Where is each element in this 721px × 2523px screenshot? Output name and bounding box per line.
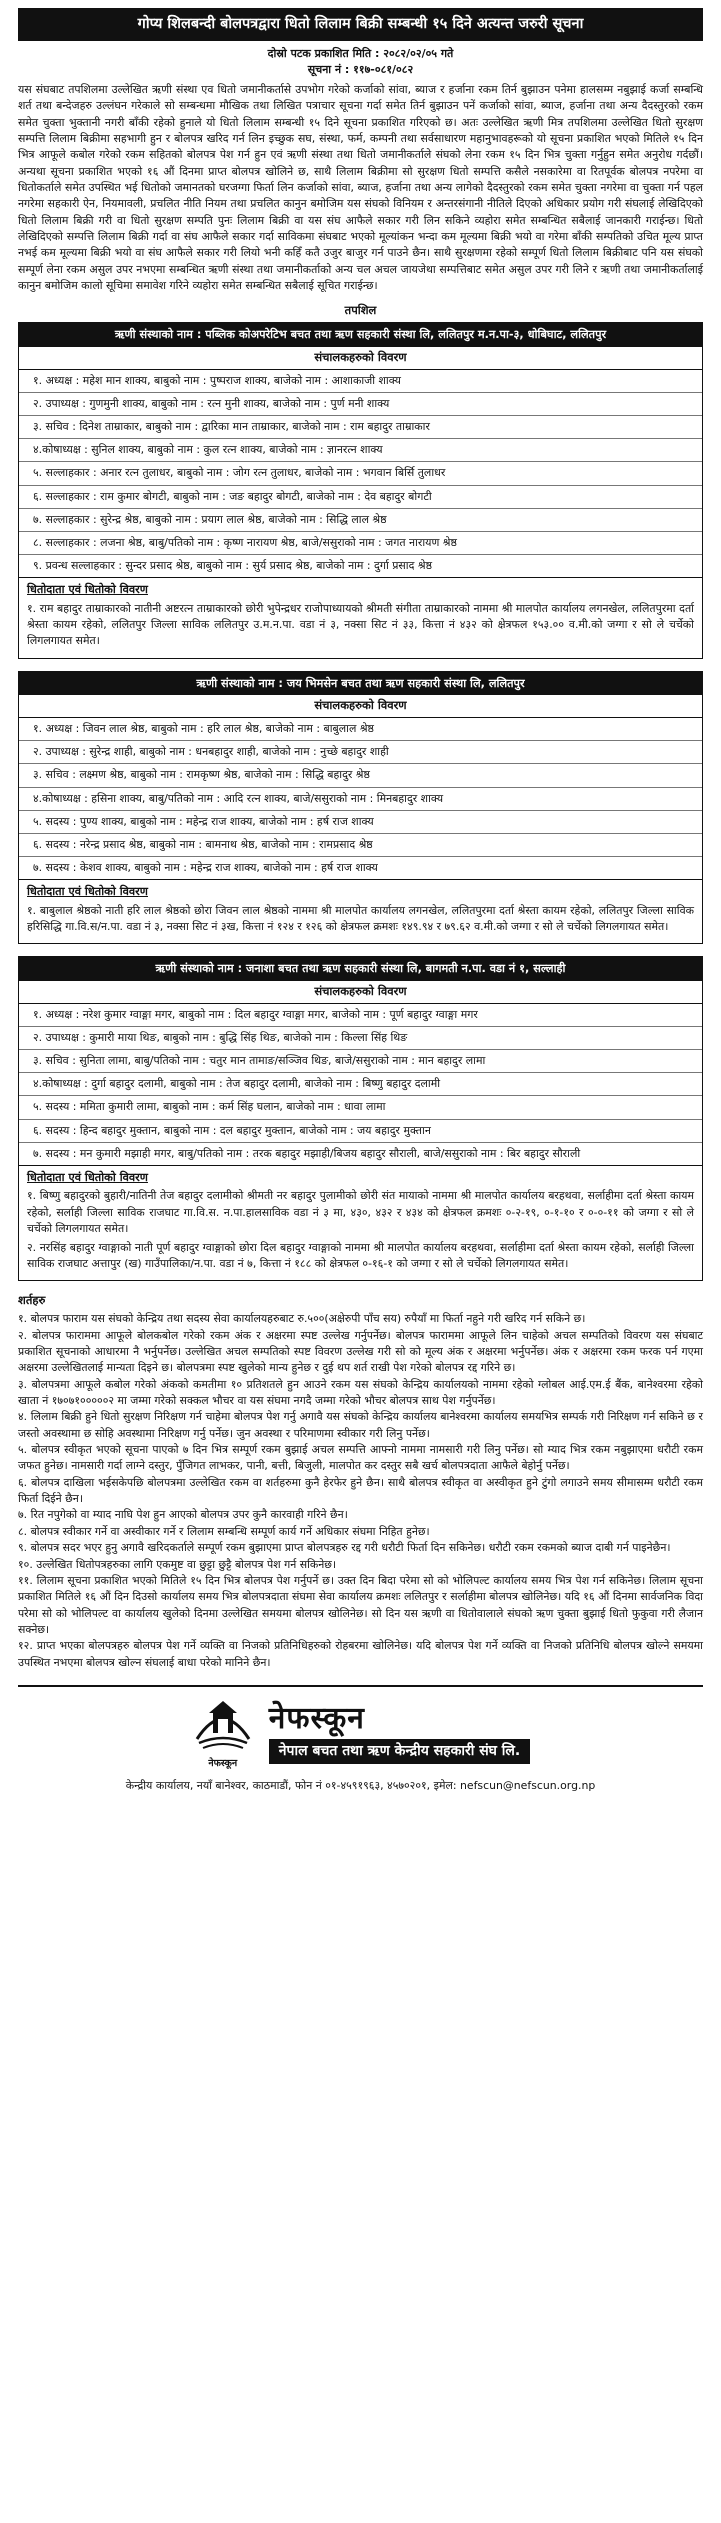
member-row: ७. सदस्य : केशव शाक्य, बाबुको नाम : महेन्द्र राज शाक्य, बाजेको नाम : हर्ष राज शाक्य xyxy=(33,861,378,875)
collateral-item: १. बाबुलाल श्रेष्ठको नाती हरि लाल श्रेष्ठको छोरा जिवन लाल श्रेष्ठको नाममा श्री मालपोत कार्यालय लगनखेल, ललितपुरमा दर्ता श्रेस्ता कायम रहेको, ललितपुर जिल्ला साविक हरिसिद्धि गा.वि.स/न.पा. वडा नं ३, नक्सा सिट नं ३ख, कित्ता नं १२४ र १२६ को क्षेत्रफल क्रमशः १४९.९४ र ७९.६२ व.मी.को जग्गा र सो ले चर्चेको लिगलगायत समेत। xyxy=(27,903,694,934)
member-row: ६. सदस्य : नरेन्द्र प्रसाद श्रेष्ठ, बाबुको नाम : बामनाथ श्रेष्ठ, बाजेको नाम : रामप्रसाद श्रेष्ठ xyxy=(19,834,702,857)
term-item: २. बोलपत्र फाराममा आफूले बोलकबोल गरेको रकम अंक र अक्षरमा स्पष्ट उल्लेख गर्नुपर्नेछ। बोलपत्र फाराममा आफूले लिन चाहेको अचल सम्पतिको विवरण यस संघबाट प्रकाशित सूचनाको आधारमा नै भर्नुपर्नेछ। उल्लेखित अचल सम्पतिको स्पष्ट विवरण उल्लेख गरी सो को मूल्य अंक र अक्षरमा भर्नुपर्नेछ। अंक र अक्षरमा रकम फरक पर्न गएमा अक्षरमा उल्लेखितलाई मान्यता दिइने छ। बोलपत्रमा स्पष्ट खुलेको मान्य हुनेछ र दुई थप शर्त राखी पेश गरेको बोलपत्र रद्द गरिने छ। xyxy=(18,1328,703,1375)
contact-info: केन्द्रीय कार्यालय, नयाँ बानेश्वर, काठमाडौं, फोन नं ०१-४५९१९६३, ४५७०२०१, इमेल: nefscun@nefscun.org.np xyxy=(125,1779,596,1793)
notice-meta xyxy=(18,46,703,78)
term-item: ८. बोलपत्र स्वीकार गर्ने वा अस्वीकार गर्ने र लिलाम सम्बन्धि सम्पूर्ण कार्य गर्ने अधिकार संघमा निहित हुनेछ। xyxy=(18,1524,430,1538)
term-item: १२. प्राप्त भएका बोलपत्रहरु बोलपत्र पेश गर्ने व्यक्ति वा निजको प्रतिनिधिहरुको रोहबरमा खोलिनेछ। यदि बोलपत्र पेश गर्ने व्यक्ति वा निजको प्रतिनिधि बोलपत्र खोल्ने समयमा उपस्थित नभएमा बोलपत्र खोल्न संघलाई बाधा परेको मानिने छैन। xyxy=(18,1639,703,1669)
term-item: १०. उल्लेखित धितोपत्रहरुका लागि एकमुष्ट वा छुट्टा छुट्टै बोलपत्र पेश गर्न सकिनेछ। xyxy=(18,1557,337,1571)
brand-name: नेफस्कून xyxy=(268,1701,365,1737)
logo-caption: नेफस्कून xyxy=(208,1758,238,1770)
term-item: ४. लिलाम बिक्री हुने धितो सुरक्षण निरिक्षण गर्न चाहेमा बोलपत्र पेश गर्नु अगावै यस संघको केन्द्रिय कार्यालय बानेश्वरमा कार्यालय समयभित्र सम्पर्क गरी निरिक्षण गर्न सकिने छ र जस्तो अवस्थामा छ सोहि अवस्थामा निरिक्षण गर्नु पर्नेछ। जुन अवस्था र परिमाणमा स्वीकार गरी लिनु पर्नेछ। xyxy=(18,1410,703,1440)
members-heading: संचालकहरुको विवरण xyxy=(19,347,702,370)
organization-block xyxy=(18,671,703,945)
term-item: ९. बोलपत्र सदर भएर हुनु अगावै खरिदकर्ताले सम्पूर्ण रकम बुझाएमा प्राप्त बोलपत्रहरु रद्द गरी धरौटी फिर्ता दिन सकिनेछ। धरौटी रकम रकमको ब्याज दाबी गर्न पाइनेछैन। xyxy=(18,1541,671,1555)
term-item: ६. बोलपत्र दाखिला भईसकेपछि बोलपत्रमा उल्लेखित रकम वा शर्तहरुमा कुनै हेरफेर हुने छैन। साथै बोलपत्र स्वीकृत वा अस्वीकृत हुने टुंगो लगाउने समय सीमासम्म धरौटी रकम फिर्ता दिईने छैन। xyxy=(18,1475,703,1506)
member-row: ४.कोषाध्यक्ष : हसिना शाक्य, बाबु/पतिको नाम : आदि रत्न शाक्य, बाजे/ससुराको नाम : मिनबहादुर शाक्य xyxy=(19,788,702,811)
member-row: ३. सचिव : दिनेश ताम्राकार, बाबुको नाम : द्वारिका मान ताम्राकार, बाजेको नाम : राम बहादुर ताम्राकार xyxy=(19,416,702,439)
member-row: ७. सदस्य : मन कुमारी मझाही मगर, बाबु/पतिको नाम : तरक बहादुर मझाही/बिजय बहादुर सौराली, बाजे/ससुराको नाम : बिर बहादुर सौराली xyxy=(33,1146,581,1160)
member-row: ६. सल्लाहकार : राम कुमार बोगटी, बाबुको नाम : जङ बहादुर बोगटी, बाजेको नाम : देव बहादुर बोगटी xyxy=(19,486,702,509)
organization-name: नेपाल बचत तथा ऋण केन्द्रीय सहकारी संघ लि. xyxy=(269,1739,531,1764)
member-row: ४.कोषाध्यक्ष : दुर्गा बहादुर दलामी, बाबुको नाम : तेज बहादुर दलामी, बाजेको नाम : बिष्णु बहादुर दलामी xyxy=(19,1073,702,1096)
member-row: ३. सचिव : सुनिता लामा, बाबु/पतिको नाम : चतुर मान तामाङ/सञ्जिव थिङ, बाजे/ससुराको नाम : मान बहादुर लामा xyxy=(19,1050,702,1073)
collateral-details xyxy=(19,880,702,943)
intro-paragraph: यस संघबाट तपशिलमा उल्लेखित ऋणी संस्था एव धितो जमानीकर्तासे उपभोग गरेको कर्जाको सांवा, ब्याज र हर्जाना रकम तिर्न बुझाउन पनेमा हालसम्म नबुझाई कर्जा सम्बन्धि शर्त तथा बन्देजहरु उल्लंघन गरेकाले सो सम्बन्धमा मौखिक तथा लिखित पत्राचार सूचना गर्दा समेत तिर्न बुझाउन पनें कर्जाको सांवा, ब्याज, हर्जाना तथा अन्य दैदस्तुरको रकम समेत चुक्ता भुक्तानी नगरी बाँकी रहेको हुनाले यो धितो लिलाम सम्बन्धी १५ दिने सूचना प्रकाशित गरिएको छ। अतः उल्लेखित ऋणी मित्र तपशिलमा उल्लेखित धितो सुरक्षण सम्पत्ति लिलाम बिक्रीमा सहभागी हुन र बोलपत्र खरिद गर्न लिन इच्छुक सघ, संस्था, फर्म, कम्पनी तथा सर्वसाधारण महानुभावहरूको यो सूचना प्रकाशित भएको मितिले १५ दिन भित्र आफूले कबोल गरेको रकम सहितको बोलपत्र पेश गर्न हुन एवं ऋणी संस्था तथा धितो जमानीकर्ताले संघको लेना रकम १५ दिन भित्र चुक्ता गर्नुहुन समेत अनुरोध गर्दछौं। अन्यथा सूचना प्रकाशित भएको १६ औं दिनमा प्राप्त बोलपत्र खोलिने छ, साथै लिलाम बिक्रीमा सो सुरक्षण धितो सम्पत्ति कसैले नसकारेमा वा रितपूर्वक बोलपत्र नपरेमा वा धितोकर्ताले समेत उपस्थित भई धितोको जमानतको घरजग्गा फिर्ता लिन कर्जाको सांवा, ब्याज, हर्जाना तथा अन्य लागेको दैदस्तुरको रकम समेत चुक्ता नगरेमा वा चुक्ता गर्न पहल नगरेमा सहकारी ऐन, नियमावली, प्रचलित नीति नियम तथा प्रचलित कानुन बमोजिम यस संघको विनियम र अन्तरसंगानी नीतिले दिएको अधिकार प्रयोग गरी संघलाई लेखिदिएको धितो लिलाम बिक्री गरी वा धितो सुरक्षण सम्पति पुनः लिलाम बिक्री वा यस संघ आफैले सकार गरी लिन सकिने व्यहोरा समेत सम्बन्धित सबैलाई जानकारी गराईन्छ। धितो लेखिदिएको सम्पत्ति लिलाम बिक्री गर्दा वा संघ आफैले सकार गर्दा साविकमा संघबाट भएको मूल्यांकन भन्दा कम मूल्यमा बिक्री भयो वा गरेमा बाँकी सम्पतिको उचित मूल्य प्राप्त नभई कम मूल्यमा बिक्री भयो वा संघ आफैले सकार गरी लियो भनी कहिँ कतै उजुर बाजुर गर्न पाउने छैन। साथै सुरक्षणमा रहेको सम्पूर्ण धितो लिलाम बिक्रीबाट पनि यस संघको सम्पूर्ण लेना रकम असुल उपर नभएमा सम्बन्धित ऋणी संस्था तथा जमानीकर्ताको अन्य चल अचल जायजेथा सम्पत्तिबाट समेत असुल उपर गरी लिने र ऋणी तथा जमानीकर्तालाई कानुन बमोजिम कालो सूचिमा समावेश गरिने व्यहोरा समेत सम्बन्धित सबैलाई सूचित गराईन्छ। xyxy=(18,82,703,293)
organization-title: ऋणी संस्थाको नाम : जनाशा बचत तथा ऋण सहकारी संस्था लि, बागमती न.पा. वडा नं १, सल्लाही xyxy=(19,957,702,981)
nefscun-logo-icon xyxy=(191,1695,255,1755)
organization-title: ऋणी संस्थाको नाम : पब्लिक कोअपरेटिभ बचत तथा ऋण सहकारी संस्था लि, ललितपुर म.न.पा-३, धोबिघाट, ललितपुर xyxy=(19,323,702,347)
member-row: ५. सल्लाहकार : अनार रत्न तुलाधर, बाबुको नाम : जोग रत्न तुलाधर, बाजेको नाम : भगवान बिर्सि तुलाधर xyxy=(19,462,702,485)
collateral-item: १. बिष्णु बहादुरको बुहारी/नातिनी तेज बहादुर दलामीको श्रीमती नर बहादुर पुलामीको छोरी संत मायाको नाममा श्री मालपोत कार्यालय बरहथवा, सर्लाहीमा दर्ता श्रेस्ता कायम रहेको, सर्लाही जिल्ला साविक राजघाट गा.वि.स. न.पा.हालसाविक वडा नं ३ मा, ४३०, ४३२ र ४३४ को क्षेत्रफल क्रमशः ०-२-१९, ०-१-१० र ०-०-११ को जग्गा र सो ले चर्चेको लिगलगायत समेत। xyxy=(27,1189,694,1236)
notice-number: सूचना नं : ११७-०८१/०८२ xyxy=(307,62,414,76)
organization-title: ऋणी संस्थाको नाम : जय भिमसेन बचत तथा ऋण सहकारी संस्था लि, ललितपुर xyxy=(19,672,702,696)
member-row: १. अध्यक्ष : महेश मान शाक्य, बाबुको नाम : पुष्पराज शाक्य, बाजेको नाम : आशाकाजी शाक्य xyxy=(19,370,702,393)
member-row: १. अध्यक्ष : नरेश कुमार ग्वाङ्गा मगर, बाबुको नाम : दिल बहादुर ग्वाङ्गा मगर, बाजेको नाम : पूर्ण बहादुर ग्वाङ्गा मगर xyxy=(19,1004,702,1027)
members-heading: संचालकहरुको विवरण xyxy=(19,695,702,718)
footer-brand-text xyxy=(269,1701,531,1764)
member-row: २. उपाध्यक्ष : कुमारी माया थिङ, बाबुको नाम : बुद्धि सिंह थिङ, बाजेको नाम : किल्ला सिंह थिङ xyxy=(19,1027,702,1050)
term-item: १. बोलपत्र फाराम यस संघको केन्द्रिय तथा सदस्य सेवा कार्यालयहरुबाट रु.५००(अक्षेरुपी पाँच सय) रुपैयाँ मा फिर्ता नहुने गरी खरिद गर्न सकिने छ। xyxy=(18,1312,586,1326)
term-item: ११. लिलाम सूचना प्रकाशित भएको मितिले १५ दिन भित्र बोलपत्र पेश गर्नुपर्ने छ। उक्त दिन बिदा परेमा सो को भोलिपल्ट कार्यालय समय भित्र पेश गर्न सकिनेछ। लिलाम सूचना प्रकाशित मितिले १६ औं दिन दिउसो कार्यालय समय भित्र बोलपत्रदाता संघमा सेवा कार्यालय क्रमशः ललितपुर र सर्लाहीमा बोलपत्र खोलिनेछ। यदि १६ औं दिनमा सार्वजनिक विदा परेमा सो को भोलिपल्ट वा कार्यालय खुलेको दिनमा उल्लेखित समयमा बोलपत्र खोलिनेछ। सो दिन यस ऋणी वा धितोवालाले संघको ऋण चुक्ता बुझाई धितो फुकुवा गरी लैजान सक्नेछ। xyxy=(18,1573,703,1636)
organization-block xyxy=(18,956,703,1281)
members-heading: संचालकहरुको विवरण xyxy=(19,981,702,1004)
term-item: ३. बोलपत्रमा आफूले कबोल गरेको अंकको कमतीमा १० प्रतिशतले हुन आउने रकम यस संघको केन्द्रिय कार्यालयको नाममा रहेको ग्लोबल आई.एम.ई बैंक, बानेश्वरमा रहेको खाता नं १७०७१०००००२ मा जम्मा गरेको सक्कल भौचर वा यस संघमा नगदै जम्मा गरेको भौचर बोलपत्र साथ पेश गर्नुपर्नेछ। xyxy=(18,1377,703,1407)
footer xyxy=(18,1685,703,1793)
collateral-item: १. राम बहादुर ताम्राकारको नातीनी अष्टरत्न ताम्राकारको छोरी भुपेन्द्रधर राजोपाध्यायको श्रीमती संगीता ताम्राकारको नाममा श्री मालपोत कार्यालय लगनखेल, ललितपुरमा दर्ता श्रेस्ता कायम रहेको, ललितपुर जिल्ला साविक ललितपुर उ.म.न.पा. वडा नं ३, नक्सा सिट नं ३३, कित्ता नं ४३२ को क्षेत्रफल १५३.०० व.मी.को जग्गा र सो ले चर्चेको लिगलगायत समेत। xyxy=(27,601,694,648)
footer-brand xyxy=(18,1695,703,1770)
member-row: ३. सचिव : लक्ष्मण श्रेष्ठ, बाबुको नाम : रामकृष्ण श्रेष्ठ, बाजेको नाम : सिद्धि बहादुर श्रेष्ठ xyxy=(19,764,702,787)
details-section-label: तपशिल xyxy=(344,302,377,317)
terms-heading: शर्तहरु xyxy=(18,1293,46,1308)
terms-section xyxy=(18,1293,703,1671)
organization-block xyxy=(18,322,703,658)
collateral-heading: धितोदाता एवं धितोको विवरण xyxy=(27,583,148,597)
member-row: ६. सदस्य : हिन्द बहादुर मुक्तान, बाबुको नाम : दल बहादुर मुक्तान, बाजेको नाम : जय बहादुर मुक्तान xyxy=(19,1120,702,1143)
member-row: ८. सल्लाहकार : लजना श्रेष्ठ, बाबु/पतिको नाम : कृष्ण नारायण श्रेष्ठ, बाजे/ससुराको नाम : जगत नारायण श्रेष्ठ xyxy=(19,532,702,555)
member-row: ५. सदस्य : ममिता कुमारी लामा, बाबुको नाम : कर्म सिंह घलान, बाजेको नाम : धावा लामा xyxy=(19,1096,702,1119)
member-row: ९. प्रवन्ध सल्लाहकार : सुन्दर प्रसाद श्रेष्ठ, बाबुको नाम : सुर्य प्रसाद श्रेष्ठ, बाजेको नाम : दुर्गा प्रसाद श्रेष्ठ xyxy=(33,558,432,572)
member-row: ५. सदस्य : पुण्य शाक्य, बाबुको नाम : महेन्द्र राज शाक्य, बाजेको नाम : हर्ष राज शाक्य xyxy=(19,811,702,834)
logo xyxy=(191,1695,255,1770)
member-row: २. उपाध्यक्ष : गुणमुनी शाक्य, बाबुको नाम : रत्न मुनी शाक्य, बाजेको नाम : पुर्ण मनी शाक्य xyxy=(19,393,702,416)
member-row: २. उपाध्यक्ष : सुरेन्द्र शाही, बाबुको नाम : धनबहादुर शाही, बाजेको नाम : नुच्छे बहादुर शाही xyxy=(19,741,702,764)
terms-list xyxy=(18,1311,703,1671)
organization-list xyxy=(18,322,703,1281)
member-row: १. अध्यक्ष : जिवन लाल श्रेष्ठ, बाबुको नाम : हरि लाल श्रेष्ठ, बाजेको नाम : बाबुलाल श्रेष्ठ xyxy=(19,718,702,741)
collateral-heading: धितोदाता एवं धितोको विवरण xyxy=(27,885,148,899)
member-row: ४.कोषाध्यक्ष : सुनिल शाक्य, बाबुको नाम : कुल रत्न शाक्य, बाजेको नाम : ज्ञानरत्न शाक्य xyxy=(19,439,702,462)
collateral-details xyxy=(19,578,702,658)
members-list xyxy=(19,1004,702,1166)
members-list xyxy=(19,718,702,880)
member-row: ७. सल्लाहकार : सुरेन्द्र श्रेष्ठ, बाबुको नाम : प्रयाग लाल श्रेष्ठ, बाजेको नाम : सिद्धि लाल श्रेष्ठ xyxy=(19,509,702,532)
term-item: ५. बोलपत्र स्वीकृत भएको सूचना पाएको ७ दिन भित्र सम्पूर्ण रकम बुझाई अचल सम्पत्ति आफ्नो नाममा नामसारी गरी लिनु पर्नेछ। सो म्याद भित्र रकम नबुझाएमा धरौटी रकम जफत हुनेछ। नामसारी गर्दा लाग्ने दस्तुर, पुँजिगत लाभकर, पानी, बत्ती, बिजुली, मालपोत कर दस्तुर सबै खर्च बोलपत्रदाता आफैले बेहोर्नु पर्नेछ। xyxy=(18,1443,703,1473)
term-item: ७. रित नपुगेको वा म्याद नाघि पेश हुन आएको बोलपत्र उपर कुनै कारवाही गरिने छैन। xyxy=(18,1508,348,1522)
collateral-heading: धितोदाता एवं धितोको विवरण xyxy=(27,1170,148,1184)
publish-date: दोस्रो पटक प्रकाशित मिति : २०८२/०२/०५ गते xyxy=(267,47,454,60)
collateral-details xyxy=(19,1166,702,1280)
notice-title: गोप्य शिलबन्दी बोलपत्रद्वारा धितो लिलाम बिक्री सम्बन्धी १५ दिने अत्यन्त जरुरी सूचना xyxy=(18,8,703,41)
collateral-item: २. नरसिंह बहादुर ग्वाङ्गाको नाती पूर्ण बहादुर ग्वाङ्गाको छोरा दिल बहादुर ग्वाङ्गाको नाममा श्री मालपोत कार्यालय बरहथवा, सर्लाहीमा दर्ता श्रेस्ता कायम रहेको, सर्लाही जिल्ला साविक राजघाट अत्तापुर (ख) गाउँपालिका/न.पा. वडा नं ७, कित्ता नं १८८ को क्षेत्रफल ०-१६-१ को जग्गा र सो ले चर्चेको लिगलगायत समेत। xyxy=(27,1240,694,1270)
members-list xyxy=(19,370,702,578)
